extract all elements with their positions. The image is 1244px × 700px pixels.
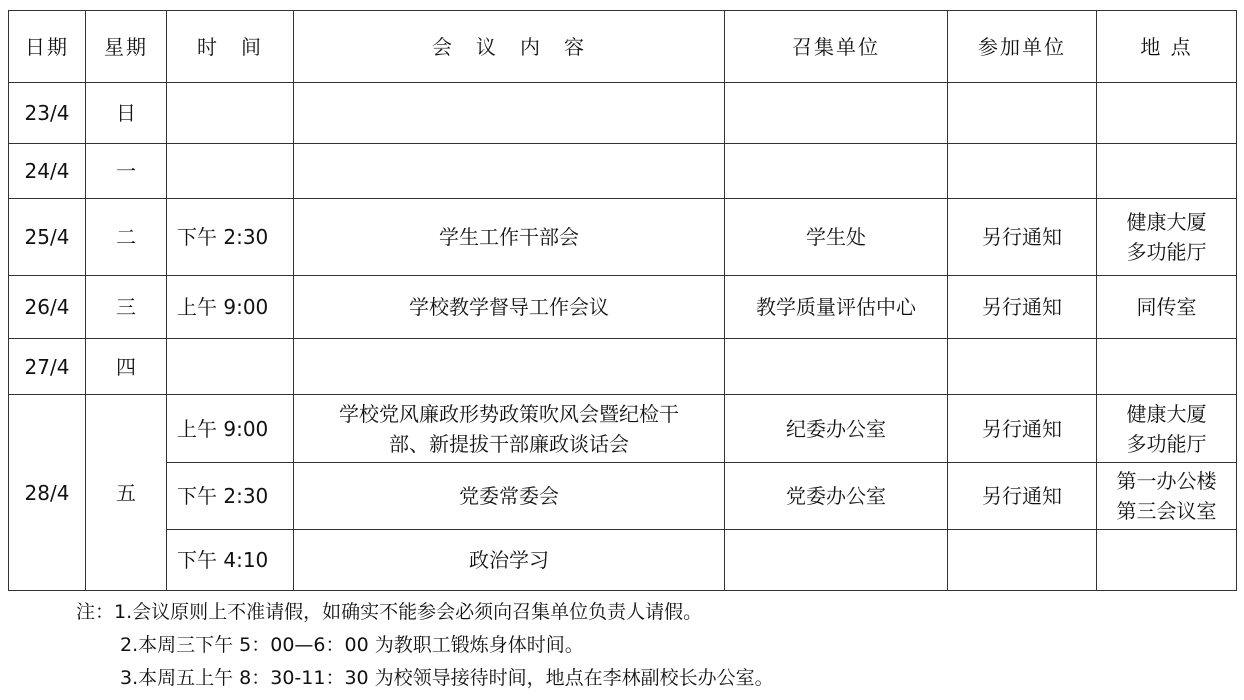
- note-line: 3.本周五上午 8：30-11：30 为校领导接待时间，地点在李林副校长办公室。: [120, 667, 774, 689]
- weekday-cell: 四: [86, 339, 167, 395]
- convener-cell: 学生处: [725, 199, 948, 276]
- time-cell: 上午 9:00: [167, 395, 294, 463]
- content-cell: [294, 144, 725, 199]
- location-line: 第一办公楼: [1116, 469, 1217, 493]
- participants-cell: [948, 339, 1097, 395]
- note-line: 2.本周三下午 5：00—6：00 为教职工锻炼身体时间。: [120, 634, 584, 656]
- content-cell: 党委常委会: [294, 463, 725, 530]
- content-cell: 学生工作干部会: [294, 199, 725, 276]
- participants-cell: [948, 83, 1097, 144]
- participants-cell: 另行通知: [948, 276, 1097, 339]
- weekday-cell: 二: [86, 199, 167, 276]
- table-row: [9, 276, 1237, 339]
- participants-cell: 另行通知: [948, 199, 1097, 276]
- time-cell: [167, 83, 294, 144]
- location-cell: [1097, 199, 1237, 276]
- location-line: 多功能厅: [1126, 240, 1207, 264]
- time-cell: [167, 339, 294, 395]
- date-cell: 28/4: [9, 395, 86, 591]
- header-content: 会 议 内 容: [294, 11, 725, 83]
- content-cell: [294, 339, 725, 395]
- location-line: 第三会议室: [1116, 499, 1217, 523]
- time-cell: 下午 2:30: [167, 199, 294, 276]
- table-row: [9, 339, 1237, 395]
- meeting-schedule-table: [8, 10, 1237, 591]
- table-row: [9, 463, 1237, 530]
- convener-cell: 党委办公室: [725, 463, 948, 530]
- location-line: 多功能厅: [1126, 431, 1207, 456]
- weekday-cell: 一: [86, 144, 167, 199]
- content-cell: [294, 83, 725, 144]
- participants-cell: [948, 144, 1097, 199]
- note-line: 注：1.会议原则上不准请假，如确实不能参会必须向召集单位负责人请假。: [76, 601, 703, 623]
- convener-cell: [725, 83, 948, 144]
- convener-cell: [725, 144, 948, 199]
- date-cell: 23/4: [9, 83, 86, 144]
- header-location: 地 点: [1097, 11, 1237, 83]
- time-cell: 下午 2:30: [167, 463, 294, 530]
- convener-cell: 教学质量评估中心: [725, 276, 948, 339]
- time-cell: 下午 4:10: [167, 530, 294, 591]
- convener-cell: [725, 530, 948, 591]
- date-cell: 24/4: [9, 144, 86, 199]
- table-row: [9, 199, 1237, 276]
- time-cell: [167, 144, 294, 199]
- location-cell: [1097, 530, 1237, 591]
- header-time: 时 间: [167, 11, 294, 83]
- header-convener: 召集单位: [725, 11, 948, 83]
- header-participants: 参加单位: [948, 11, 1097, 83]
- table-row: [9, 395, 1237, 463]
- location-line: 健康大厦: [1126, 401, 1207, 426]
- content-cell: 学校教学督导工作会议: [294, 276, 725, 339]
- location-cell: [1097, 463, 1237, 530]
- content-cell: [294, 395, 725, 463]
- convener-cell: [725, 339, 948, 395]
- location-cell: [1097, 144, 1237, 199]
- content-line: 部、新提拔干部廉政谈话会: [389, 431, 629, 456]
- notes-section: [76, 596, 774, 695]
- table-row: [9, 83, 1237, 144]
- convener-cell: 纪委办公室: [725, 395, 948, 463]
- date-cell: 27/4: [9, 339, 86, 395]
- location-cell: [1097, 83, 1237, 144]
- content-cell: 政治学习: [294, 530, 725, 591]
- weekday-cell: 日: [86, 83, 167, 144]
- header-row: [9, 11, 1237, 83]
- participants-cell: [948, 530, 1097, 591]
- location-cell: [1097, 395, 1237, 463]
- participants-cell: 另行通知: [948, 395, 1097, 463]
- weekday-cell: 三: [86, 276, 167, 339]
- time-cell: 上午 9:00: [167, 276, 294, 339]
- weekday-cell: 五: [86, 395, 167, 591]
- location-line: 健康大厦: [1126, 210, 1207, 234]
- content-line: 学校党风廉政形势政策吹风会暨纪检干: [339, 401, 679, 426]
- location-cell: [1097, 339, 1237, 395]
- location-cell: 同传室: [1097, 276, 1237, 339]
- table-row: [9, 144, 1237, 199]
- header-date: 日期: [9, 11, 86, 83]
- participants-cell: 另行通知: [948, 463, 1097, 530]
- header-weekday: 星期: [86, 11, 167, 83]
- date-cell: 26/4: [9, 276, 86, 339]
- date-cell: 25/4: [9, 199, 86, 276]
- table-row: [9, 530, 1237, 591]
